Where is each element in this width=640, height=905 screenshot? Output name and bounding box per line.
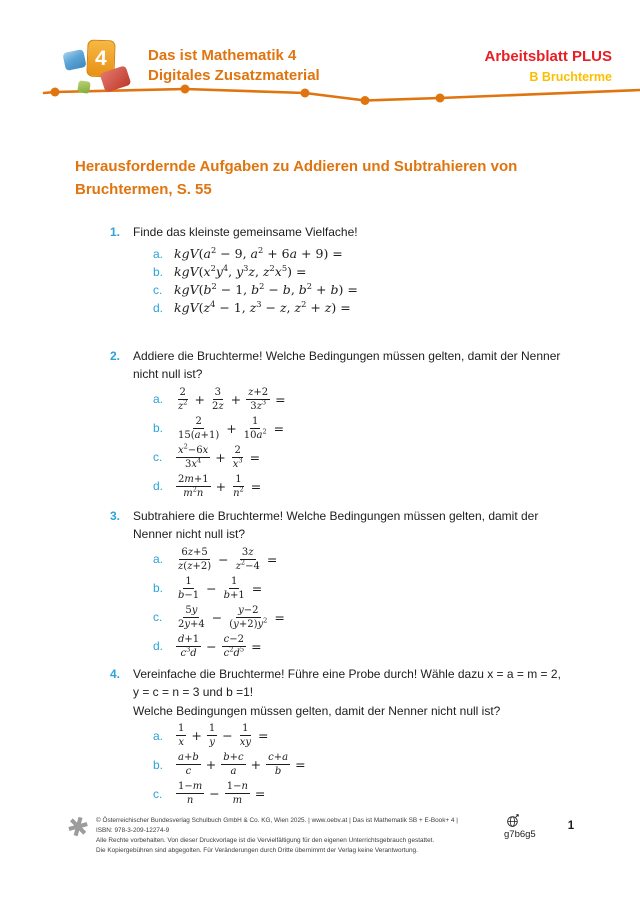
math-expression bbox=[174, 263, 309, 281]
page-number: 1 bbox=[567, 820, 575, 832]
math-token: + bbox=[194, 391, 205, 407]
fraction: $\frac{2}{x^3}$ bbox=[232, 444, 243, 470]
item-label: b. bbox=[153, 757, 164, 772]
web-code-block bbox=[504, 814, 536, 840]
sheet-info-block bbox=[484, 48, 612, 84]
math-token: $kgV(z^4 - 1$, $z^3 - z$, $z^2 + z$) = bbox=[174, 298, 351, 315]
legal-line-1: © Österreichischer Bundesverlag Schulbuch GmbH & Co. KG, Wien 2025. | www.oebv.at | Das ist Mathematik SB + E-Book+ 4 | ISBN: 978-3-209-12274-9 bbox=[96, 817, 458, 834]
fraction: $\frac{2m+1}{m^2n}$ bbox=[178, 473, 209, 499]
math-token: = bbox=[275, 391, 286, 407]
fraction: $\frac{a+b}{c}$ bbox=[178, 752, 199, 777]
task-item-d bbox=[153, 299, 640, 317]
task-item-a bbox=[153, 245, 640, 263]
task-item-c bbox=[153, 442, 640, 470]
fraction: $\frac{1}{xy}$ bbox=[239, 723, 252, 748]
task-item-c bbox=[153, 605, 640, 630]
item-label: b. bbox=[153, 421, 164, 435]
task-item-d bbox=[153, 474, 640, 499]
math-expression bbox=[174, 752, 309, 777]
fraction: $\frac{5y}{2y+4}$ bbox=[178, 604, 205, 630]
math-token: + bbox=[230, 391, 242, 407]
task-item-b bbox=[153, 576, 640, 601]
task-item-c bbox=[153, 281, 640, 299]
math-token: = bbox=[254, 786, 266, 801]
item-label: a. bbox=[153, 552, 164, 566]
math-expression bbox=[174, 299, 354, 317]
math-token: − bbox=[211, 609, 223, 625]
math-token: = bbox=[251, 638, 262, 654]
tasks bbox=[110, 223, 640, 806]
fraction: $\frac{1}{b-1}$ bbox=[178, 575, 200, 601]
task-item-c bbox=[153, 781, 640, 806]
globe-icon bbox=[506, 814, 520, 828]
math-token: + bbox=[205, 757, 217, 772]
item-label: c. bbox=[153, 786, 163, 801]
logo-number: 4 bbox=[94, 46, 108, 70]
math-token: = bbox=[258, 728, 269, 743]
fraction: $\frac{2}{15(a+1)}$ bbox=[178, 415, 220, 441]
task-item-a bbox=[153, 387, 640, 412]
chapter-label: B Bruchterme bbox=[529, 70, 612, 84]
math-token: + bbox=[226, 420, 237, 436]
math-expression bbox=[174, 474, 264, 499]
task-item-b bbox=[153, 752, 640, 777]
math-expression bbox=[174, 281, 361, 299]
math-expression bbox=[174, 416, 287, 441]
math-token: = bbox=[295, 757, 306, 772]
task-item-a bbox=[153, 723, 640, 748]
blue-cube-icon bbox=[62, 49, 86, 71]
fraction: $\frac{1}{y}$ bbox=[208, 723, 216, 748]
math-token: + bbox=[191, 728, 202, 743]
math-token: $kgV(x^2y^4$, $y^3z$, $z^2x^5$) = bbox=[174, 262, 307, 279]
math4-cubes-logo bbox=[64, 40, 144, 100]
math-token: $kgV(a^2 - 9$, $a^2 + 6a + 9$) = bbox=[174, 244, 343, 261]
math-expression bbox=[174, 576, 265, 601]
item-label: d. bbox=[153, 479, 164, 493]
item-label: d. bbox=[153, 639, 164, 653]
legal-text bbox=[96, 816, 470, 856]
task-number: 3. bbox=[110, 508, 121, 523]
math-token: = bbox=[251, 580, 263, 596]
item-label: a. bbox=[153, 392, 164, 406]
fraction: $\frac{1-n}{m}$ bbox=[226, 781, 248, 806]
math-token: − bbox=[206, 580, 217, 596]
math-token: + bbox=[215, 478, 227, 494]
math-expression bbox=[174, 245, 346, 263]
math-expression bbox=[174, 442, 263, 470]
math-token: − bbox=[209, 786, 220, 801]
page-title-line-1: Herausfordernde Aufgaben zu Addieren und Subtrahieren von bbox=[75, 158, 518, 175]
math-token: − bbox=[222, 728, 233, 743]
math-token: − bbox=[206, 638, 217, 654]
fraction: $\frac{1-m}{n}$ bbox=[178, 781, 203, 806]
legal-line-2: Alle Rechte vorbehalten. Von dieser Druckvorlage ist die Vervielfältigung für den eigenen Unterrichtsgebrauch gestattet. bbox=[96, 837, 435, 844]
math-token: = bbox=[274, 609, 285, 625]
task-number: 4. bbox=[110, 666, 121, 681]
fraction: $\frac{2}{z^2}$ bbox=[178, 386, 188, 412]
item-label: b. bbox=[153, 581, 164, 595]
math-expression bbox=[174, 723, 272, 748]
task-prompt: Vereinfache die Bruchterme! Führe eine Probe durch! Wähle dazu x = a = m = 2, y = c = n = 3 und b =1! Welche Bedingungen müssen gelten, damit der Nenner nicht null ist? bbox=[133, 666, 561, 718]
item-label: c. bbox=[153, 450, 163, 464]
math-token: = bbox=[249, 449, 261, 465]
task-item-b bbox=[153, 263, 640, 281]
task-prompt: Addiere die Bruchterme! Welche Bedingungen müssen gelten, damit der Nenner nicht null ist? bbox=[133, 348, 561, 381]
green-cube-icon bbox=[77, 80, 91, 94]
task-3 bbox=[110, 507, 640, 659]
task-1 bbox=[110, 223, 640, 317]
math-token: = bbox=[250, 478, 262, 494]
sheet-type: Arbeitsblatt PLUS bbox=[484, 48, 612, 65]
page-title bbox=[75, 155, 605, 201]
fraction: $\frac{b+c}{a}$ bbox=[223, 752, 244, 777]
footer bbox=[0, 809, 640, 856]
fraction: $\frac{x^2-6x}{3x^4}$ bbox=[178, 442, 209, 470]
math-expression bbox=[174, 634, 265, 659]
math-token: − bbox=[218, 551, 229, 567]
item-label: b. bbox=[153, 264, 164, 279]
fraction: $\frac{d+1}{c^3d}$ bbox=[178, 633, 200, 659]
item-label: c. bbox=[153, 282, 163, 297]
fraction: $\frac{3}{2z}$ bbox=[211, 386, 224, 412]
oebv-asterisk-icon: ✱ bbox=[63, 809, 93, 845]
math-expression bbox=[174, 781, 268, 806]
math-token: = bbox=[266, 551, 278, 567]
fraction: $\frac{6z+5}{z(z+2)}$ bbox=[178, 546, 212, 572]
task-prompt: Finde das kleinste gemeinsame Vielfache! bbox=[133, 225, 358, 239]
fraction: $\frac{1}{b+1}$ bbox=[223, 575, 245, 601]
fraction: $\frac{c+a}{b}$ bbox=[268, 752, 289, 777]
fraction: $\frac{1}{x}$ bbox=[178, 723, 185, 748]
book-subtitle: Digitales Zusatzmaterial bbox=[148, 67, 320, 84]
task-item-d bbox=[153, 634, 640, 659]
fraction: $\frac{1}{10a^2}$ bbox=[243, 415, 267, 441]
math-token: + bbox=[250, 757, 262, 772]
book-title: Das ist Mathematik 4 bbox=[148, 47, 297, 64]
task-item-b bbox=[153, 416, 640, 441]
fraction: $\frac{3z}{z^2-4}$ bbox=[235, 546, 260, 572]
item-label: d. bbox=[153, 300, 164, 315]
task-prompt: Subtrahiere die Bruchterme! Welche Bedingungen müssen gelten, damit der Nenner nicht null ist? bbox=[133, 508, 539, 541]
task-item-a bbox=[153, 547, 640, 572]
fraction: $\frac{1}{n^2}$ bbox=[233, 473, 244, 499]
task-4 bbox=[110, 665, 640, 807]
item-label: a. bbox=[153, 246, 164, 261]
math-token: = bbox=[273, 420, 285, 436]
task-number: 1. bbox=[110, 225, 121, 239]
fraction: $\frac{z+2}{3z^3}$ bbox=[248, 386, 269, 412]
book-title-block bbox=[148, 46, 320, 86]
math-expression bbox=[174, 605, 288, 630]
fraction: $\frac{y-2}{(y+2)y^2}$ bbox=[229, 604, 268, 630]
web-code: g7b6g5 bbox=[504, 829, 536, 840]
page-title-line-2: Bruchtermen, S. 55 bbox=[75, 181, 212, 198]
item-label: c. bbox=[153, 610, 163, 624]
task-number: 2. bbox=[110, 348, 121, 363]
task-2 bbox=[110, 347, 640, 499]
math-expression bbox=[174, 387, 289, 412]
item-label: a. bbox=[153, 728, 164, 743]
math-expression bbox=[174, 547, 280, 572]
math-token: + bbox=[215, 449, 226, 465]
math-token: $kgV(b^2 - 1$, $b^2 - b$, $b^2 + b$) = bbox=[174, 280, 358, 297]
legal-line-3: Die Kopiergebühren sind abgegolten. Für Veränderungen durch Dritte übernimmt der Verlag keine Verantwortung. bbox=[96, 847, 418, 854]
worksheet-header bbox=[0, 0, 640, 115]
fraction: $\frac{c-2}{c^2d^5}$ bbox=[223, 633, 245, 659]
